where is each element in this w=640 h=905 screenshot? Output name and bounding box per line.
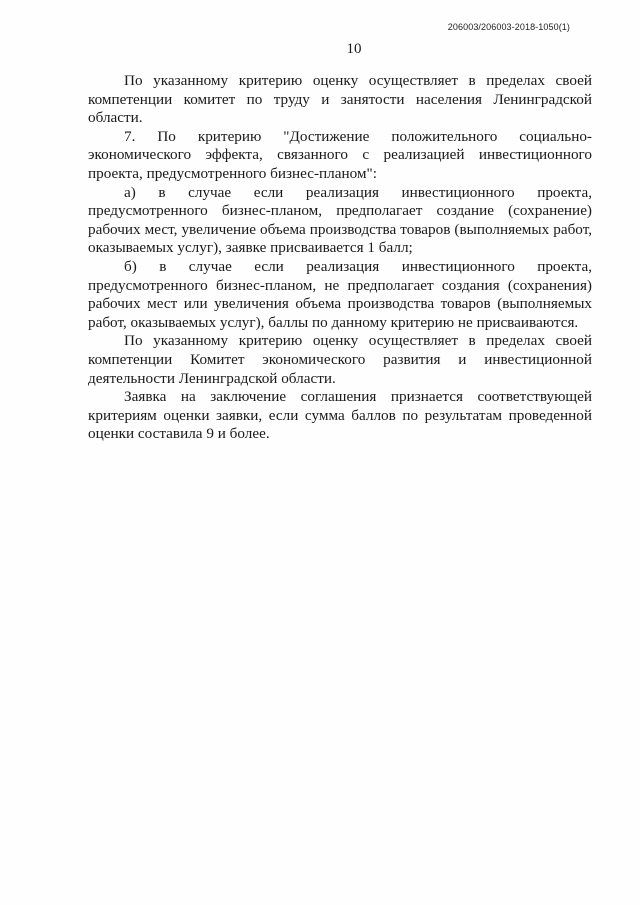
paragraph-option-b: б) в случае если реализация инвестиционного проекта, предусмотренного бизнес-планом, не предполагает создания (сохранения) рабочих мест или увеличения объема производства товаров (выполняемых работ, оказываемых услуг), баллы по данному критерию не присваиваются. (88, 257, 592, 331)
document-id: 206003/206003-2018-1050(1) (447, 22, 570, 32)
paragraph-competence-economic: По указанному критерию оценку осуществляет в пределах своей компетенции Комитет экономического развития и инвестиционной деятельности Ленинградской области. (88, 332, 592, 387)
paragraph-option-a: а) в случае если реализация инвестиционного проекта, предусмотренного бизнес-планом, предполагает создание (сохранение) рабочих мест, увеличение объема производства товаров (выполняемых работ, оказываемых услуг), заявке присваивается 1 балл; (88, 183, 592, 257)
paragraph-criterion-7: 7. По критерию "Достижение положительного социально-экономического эффекта, связанного с реализацией инвестиционного проекта, предусмотренного бизнес-планом": (88, 127, 592, 182)
paragraph-competence-labor: По указанному критерию оценку осуществляет в пределах своей компетенции комитет по труду и занятости населения Ленинградской области. (88, 72, 592, 127)
document-body (88, 72, 592, 444)
page-number: 10 (346, 41, 362, 57)
paragraph-conclusion: Заявка на заключение соглашения признается соответствующей критериям оценки заявки, если сумма баллов по результатам проведенной оценки составила 9 и более. (88, 388, 592, 443)
